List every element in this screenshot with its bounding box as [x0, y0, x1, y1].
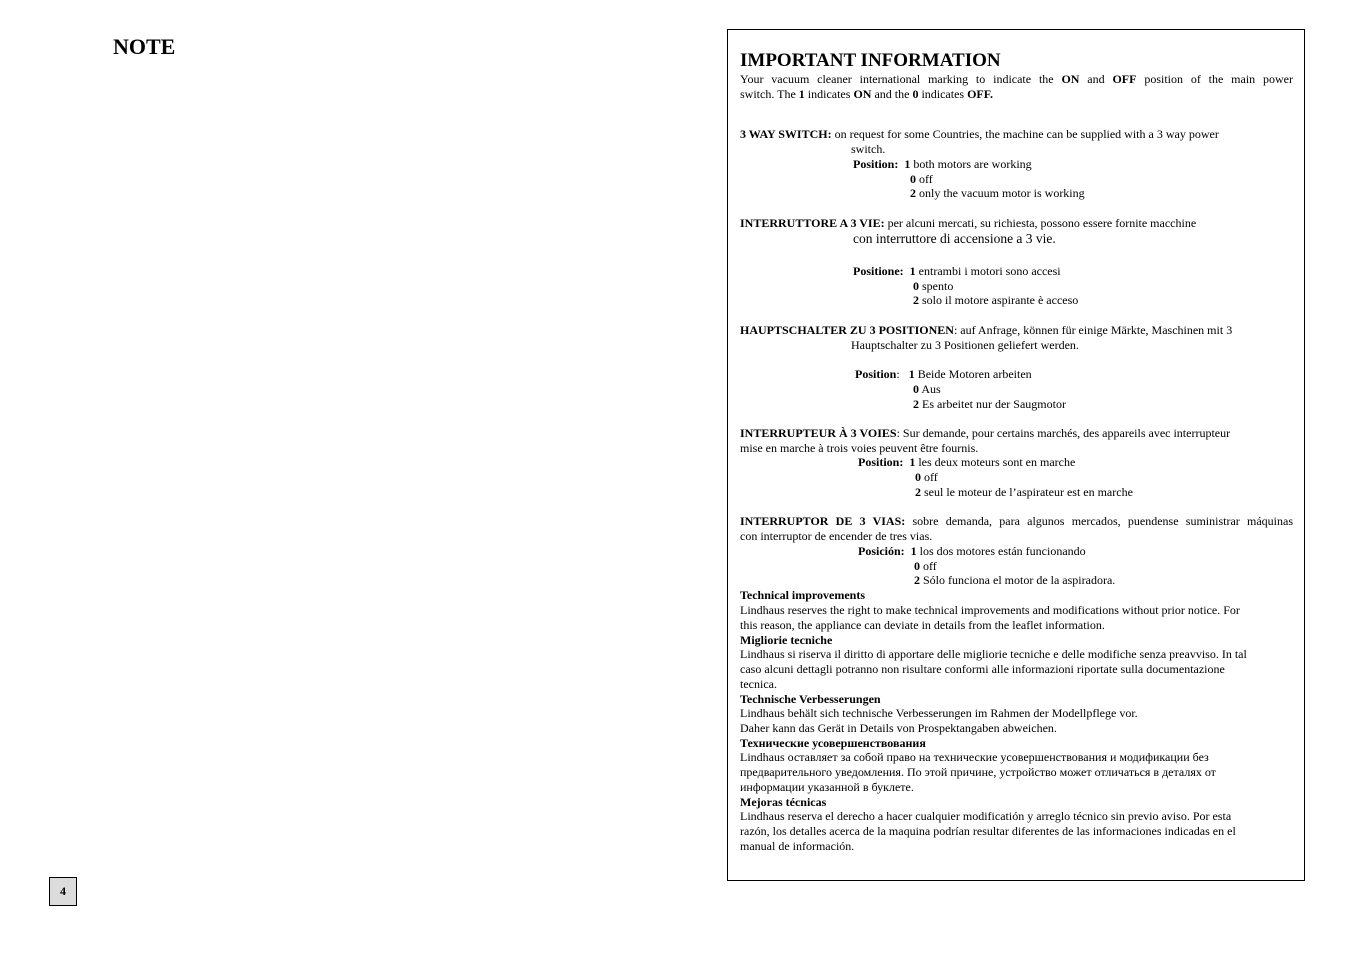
improvements-es-line: razón, los detalles acerca de la maquina podrían resultar diferentes de las informaciones indicadas en el: [740, 824, 1236, 838]
position-text: entrambi i motori sono accesi: [915, 264, 1061, 278]
it-switch-heading: INTERRUTTORE A 3 VIE:: [740, 216, 885, 230]
fr-switch-text: : Sur demande, pour certains marchés, des appareils avec interrupteur: [896, 426, 1231, 440]
position-text: les deux moteurs sont en marche: [915, 455, 1076, 469]
improvements-es-line: manual de información.: [740, 839, 855, 853]
en-position-0: [910, 172, 933, 187]
position-label: Position: [855, 367, 897, 381]
on-label: ON: [853, 87, 872, 101]
position-colon: :: [896, 367, 900, 381]
es-position-2: [914, 573, 1115, 588]
en-position-1: [853, 157, 1032, 172]
position-number: 0: [913, 382, 919, 396]
es-switch-line-1: [740, 514, 1293, 529]
fr-position-1: [858, 455, 1075, 470]
one-label: 1: [798, 87, 805, 101]
it-switch-line-1: [740, 216, 1196, 231]
it-switch-line-2: con interruttore di accensione a 3 vie.: [853, 231, 1056, 246]
position-number: 1: [904, 157, 911, 171]
fr-switch-line-1: [740, 426, 1230, 441]
position-text: Beide Motoren arbeiten: [914, 367, 1032, 381]
de-switch-line-2: Hauptschalter zu 3 Positionen geliefert werden.: [851, 338, 1079, 352]
position-number: 2: [913, 397, 919, 411]
de-position-2: [913, 397, 1066, 412]
it-position-2: [913, 293, 1078, 308]
position-text: both motors are working: [910, 157, 1032, 171]
position-number: 2: [910, 186, 916, 200]
de-position-1: [855, 367, 1032, 382]
es-position-0: [914, 559, 937, 574]
position-text: seul le moteur de l’aspirateur est en marche: [921, 485, 1133, 499]
off-label: OFF.: [967, 87, 993, 101]
en-switch-line-1: [740, 127, 1219, 142]
improvements-it-line: Lindhaus si riserva il diritto di apportare delle migliorie tecniche e delle modifiche senza preavviso. In tal: [740, 647, 1247, 661]
intro-text: indicates: [804, 87, 854, 101]
fr-switch-line-2: mise en marche à trois voies peuvent être fournis.: [740, 441, 979, 455]
improvements-ru-line: Lindhaus оставляет за собой право на технические усовершенствования и модификации без: [740, 750, 1209, 764]
position-text: off: [916, 172, 933, 186]
fr-position-2: [915, 485, 1133, 500]
it-switch-text: per alcuni mercati, su richiesta, possono essere fornite macchine: [884, 216, 1197, 230]
position-text: Sólo funciona el motor de la aspiradora.: [920, 573, 1116, 587]
en-position-2: [910, 186, 1085, 201]
improvements-de-heading: Technische Verbesserungen: [740, 692, 881, 706]
position-number: 1: [908, 367, 915, 381]
note-title: NOTE: [113, 34, 176, 59]
position-number: 0: [913, 279, 919, 293]
intro-text: Your vacuum cleaner international marking to indicate the: [740, 72, 1062, 86]
position-number: 1: [909, 264, 916, 278]
improvements-en-line: Lindhaus reserves the right to make technical improvements and modifications without prior notice. For: [740, 603, 1240, 617]
zero-label: 0: [912, 87, 919, 101]
intro-text: and the: [871, 87, 913, 101]
it-position-0: [913, 279, 953, 294]
position-number: 2: [915, 485, 921, 499]
position-number: 0: [914, 559, 920, 573]
de-switch-text: : auf Anfrage, können für einige Märkte, Maschinen mit 3: [953, 323, 1233, 337]
position-number: 0: [910, 172, 916, 186]
page-number: 4: [49, 877, 77, 906]
position-label: Position:: [858, 455, 904, 469]
improvements-ru-line: информации указанной в буклете.: [740, 780, 914, 794]
improvements-it-line: caso alcuni dettagli potranno non risultare conformi alle informazioni riportate sulla documentazione: [740, 662, 1225, 676]
off-label: OFF: [1112, 72, 1137, 86]
it-position-1: [853, 264, 1061, 279]
position-number: 0: [915, 470, 921, 484]
en-switch-line-2: switch.: [851, 142, 886, 156]
es-switch-heading: INTERRUPTOR DE 3 VIAS:: [740, 514, 906, 528]
intro-text: switch. The: [740, 87, 799, 101]
position-text: only the vacuum motor is working: [916, 186, 1085, 200]
position-text: Aus: [919, 382, 941, 396]
fr-position-0: [915, 470, 938, 485]
improvements-es-line: Lindhaus reserva el derecho a hacer cualquier modificatión y arreglo técnico sin previo aviso. Por esta: [740, 809, 1232, 823]
en-switch-heading: 3 WAY SWITCH:: [740, 127, 832, 141]
intro-text: position of the main power: [1136, 72, 1293, 86]
on-label: ON: [1061, 72, 1080, 86]
position-label: Posición:: [858, 544, 905, 558]
intro-text: indicates: [918, 87, 968, 101]
improvements-ru-line: предварительного уведомления. По этой причине, устройство может отличаться в деталях от: [740, 765, 1216, 779]
improvements-en-line: this reason, the appliance can deviate in details from the leaflet information.: [740, 618, 1105, 632]
position-text: spento: [919, 279, 954, 293]
en-switch-text: on request for some Countries, the machine can be supplied with a 3 way power: [831, 127, 1219, 141]
position-text: off: [921, 470, 938, 484]
position-label: Positione:: [853, 264, 904, 278]
improvements-it-line: tecnica.: [740, 677, 777, 691]
de-switch-heading: HAUPTSCHALTER ZU 3 POSITIONEN: [740, 323, 954, 337]
es-switch-line-2: con interruptor de encender de tres vias.: [740, 529, 933, 543]
es-switch-text: sobre demanda, para algunos mercados, puendense suministrar máquinas: [905, 514, 1293, 528]
position-text: off: [920, 559, 937, 573]
position-number: 2: [914, 573, 920, 587]
de-switch-line-1: [740, 323, 1232, 338]
improvements-es-heading: Mejoras técnicas: [740, 795, 827, 809]
position-number: 1: [909, 455, 916, 469]
position-number: 2: [913, 293, 919, 307]
improvements-de-line: Lindhaus behält sich technische Verbesserungen im Rahmen der Modellpflege vor.: [740, 706, 1138, 720]
position-text: los dos motores están funcionando: [916, 544, 1086, 558]
position-text: Es arbeitet nur der Saugmotor: [919, 397, 1066, 411]
position-label: Position:: [853, 157, 899, 171]
improvements-de-line: Daher kann das Gerät in Details von Prospektangaben abweichen.: [740, 721, 1057, 735]
de-position-0: [913, 382, 941, 397]
improvements-ru-heading: Технические усовершенствования: [740, 736, 926, 750]
fr-switch-heading: INTERRUPTEUR À 3 VOIES: [740, 426, 897, 440]
position-text: solo il motore aspirante è acceso: [919, 293, 1079, 307]
intro-line-1: [740, 72, 1293, 87]
improvements-en-heading: Technical improvements: [740, 588, 865, 602]
info-title: IMPORTANT INFORMATION: [740, 50, 1001, 71]
es-position-1: [858, 544, 1086, 559]
intro-text: and: [1079, 72, 1113, 86]
intro-line-2: [740, 87, 993, 102]
position-number: 1: [910, 544, 917, 558]
improvements-it-heading: Migliorie tecniche: [740, 633, 833, 647]
